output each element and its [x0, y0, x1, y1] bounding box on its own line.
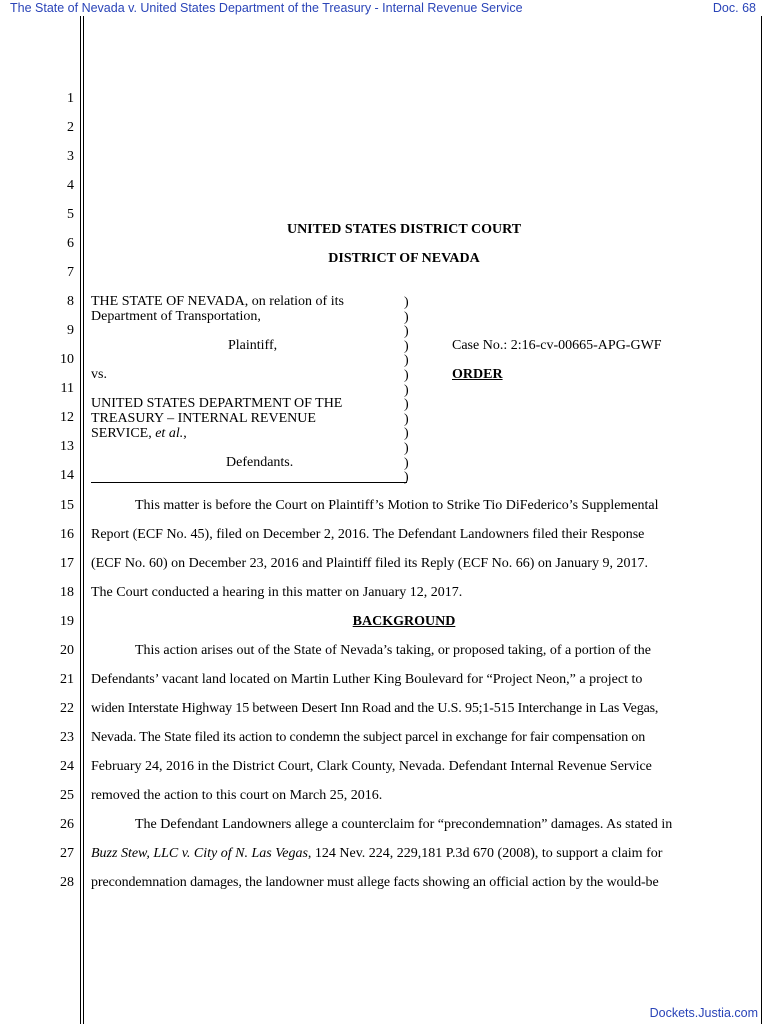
- line-number: 13: [60, 439, 74, 454]
- line-number: 18: [60, 585, 74, 600]
- line-number: 27: [60, 846, 74, 861]
- line-number: 9: [67, 323, 74, 338]
- margin-rule-left-2: [83, 16, 84, 1024]
- line-number: 3: [67, 149, 74, 164]
- line-number: 19: [60, 614, 74, 629]
- defendant-name-line3-suffix: ,: [183, 426, 187, 441]
- line-number: 14: [60, 468, 74, 483]
- line-number: 6: [67, 236, 74, 251]
- line-number: 12: [60, 410, 74, 425]
- line-number: 7: [67, 265, 74, 280]
- line-number: 26: [60, 817, 74, 832]
- line-number: 4: [67, 178, 74, 193]
- citation-rest: , 124 Nev. 224, 229,181 P.3d 670 (2008), to support a claim for: [307, 846, 663, 861]
- court-district: DISTRICT OF NEVADA: [328, 251, 480, 266]
- line-number: 15: [60, 498, 74, 513]
- line-number: 8: [67, 294, 74, 309]
- body-line-20: This action arises out of the State of Nevada’s taking, or proposed taking, of a portion of the: [135, 643, 651, 658]
- doc-number-link[interactable]: Doc. 68: [712, 1, 756, 15]
- line-number: 22: [60, 701, 74, 716]
- body-line-26: The Defendant Landowners allege a counterclaim for “precondemnation” damages. As stated in: [135, 817, 673, 832]
- line-number: 23: [60, 730, 74, 745]
- section-heading-background: BACKGROUND: [352, 614, 456, 629]
- defendant-label: Defendants.: [226, 455, 294, 470]
- plaintiff-name-line2: Department of Transportation,: [91, 309, 261, 324]
- case-number: Case No.: 2:16-cv-00665-APG-GWF: [452, 338, 662, 353]
- margin-rule-right: [761, 16, 762, 1024]
- line-number: 16: [60, 527, 74, 542]
- body-line-18: The Court conducted a hearing in this matter on January 12, 2017.: [91, 585, 463, 600]
- line-number: 1: [67, 91, 74, 106]
- defendant-name-line1: UNITED STATES DEPARTMENT OF THE: [91, 396, 343, 411]
- body-line-22: widen Interstate Highway 15 between Desert Inn Road and the U.S. 95;1-515 Interchange in Las Vegas,: [91, 701, 659, 716]
- plaintiff-name-line1: THE STATE OF NEVADA, on relation of its: [91, 294, 344, 309]
- defendant-name-line2: TREASURY – INTERNAL REVENUE: [91, 411, 316, 426]
- line-number: 28: [60, 875, 74, 890]
- body-line-15: This matter is before the Court on Plaintiff’s Motion to Strike Tio DiFederico’s Supplemental: [135, 498, 659, 513]
- body-line-24: February 24, 2016 in the District Court, Clark County, Nevada. Defendant Internal Revenue Service: [91, 759, 652, 774]
- body-line-27: [91, 846, 662, 862]
- defendant-et-al: et al.: [155, 426, 184, 441]
- line-number: 10: [60, 352, 74, 367]
- body-line-28: precondemnation damages, the landowner must allege facts showing an official action by the would-be: [91, 875, 659, 890]
- caption-parentheses: ) ) ) ) ) ) ) ) ) ) ) ) ): [404, 295, 409, 486]
- line-number: 25: [60, 788, 74, 803]
- body-line-21: Defendants’ vacant land located on Martin Luther King Boulevard for “Project Neon,” a project to: [91, 672, 643, 687]
- versus-label: vs.: [91, 367, 107, 382]
- line-number: 21: [60, 672, 74, 687]
- line-number: 2: [67, 120, 74, 135]
- document-title: ORDER: [452, 367, 503, 382]
- line-number: 5: [67, 207, 74, 222]
- source-link[interactable]: Dockets.Justia.com: [649, 1006, 758, 1020]
- line-number: 17: [60, 556, 74, 571]
- court-name: UNITED STATES DISTRICT COURT: [286, 222, 522, 237]
- body-line-16: Report (ECF No. 45), filed on December 2, 2016. The Defendant Landowners filed their Response: [91, 527, 645, 542]
- plaintiff-label: Plaintiff,: [228, 338, 278, 353]
- line-number: 20: [60, 643, 74, 658]
- body-line-25: removed the action to this court on March 25, 2016.: [91, 788, 383, 803]
- defendant-name-line3-prefix: SERVICE,: [91, 426, 156, 441]
- case-title-link[interactable]: The State of Nevada v. United States Department of the Treasury - Internal Revenue Service: [10, 1, 523, 15]
- case-citation: Buzz Stew, LLC v. City of N. Las Vegas: [91, 846, 308, 861]
- line-number: 24: [60, 759, 74, 774]
- body-line-17: (ECF No. 60) on December 23, 2016 and Plaintiff filed its Reply (ECF No. 66) on January 9, 2017.: [91, 556, 648, 571]
- line-number: 11: [60, 381, 74, 396]
- body-line-23: Nevada. The State filed its action to condemn the subject parcel in exchange for fair compensation on: [91, 730, 646, 745]
- margin-rule-left-1: [80, 16, 81, 1024]
- caption-underline: [91, 482, 407, 483]
- defendant-name-line3: [91, 426, 187, 442]
